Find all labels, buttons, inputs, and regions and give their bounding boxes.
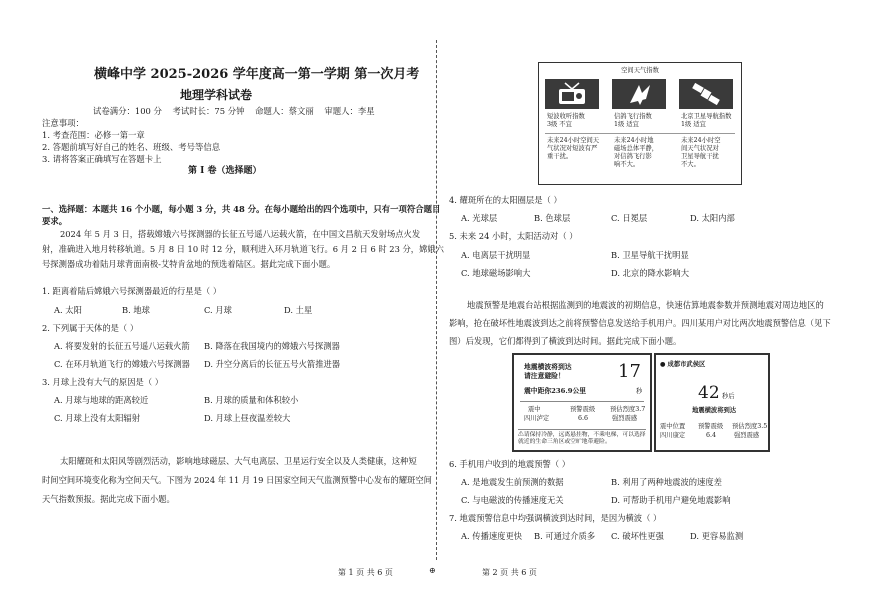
q1-option-a[interactable]: A. 太阳: [54, 305, 82, 315]
passage-1: [42, 227, 444, 272]
page-footer-left: 第 1 页 共 6 页: [338, 568, 393, 577]
warning-icon: ⚠: [518, 432, 524, 438]
q7-option-d[interactable]: D. 更容易监测: [690, 531, 744, 541]
card-pigeon-level: 1级 适宜: [614, 121, 639, 128]
alert1-sub: 请注意避险！: [524, 372, 565, 380]
alert2-col3-value: 强烈震感: [734, 432, 760, 439]
q6-option-b[interactable]: B. 利用了两种地震波的速度差: [611, 477, 722, 487]
alert2-countdown: 42: [698, 383, 720, 403]
q3-option-a[interactable]: A. 月球与地球的距离较近: [54, 395, 149, 405]
q6-option-c[interactable]: C. 与电磁波的传播速度无关: [461, 495, 564, 505]
alert1-col1-label: 震中: [528, 406, 541, 413]
desc-line: 磁场总体平静，: [614, 145, 659, 152]
passage-1-line: 号探测器成功着陆月球背面南极-艾特肯盆地的预选着陆区。据此完成下面小题。: [42, 259, 336, 269]
passage-2-line: 时间空间环境变化称为空间天气。下图为 2024 年 11 月 19 日国家空间天气监测预警中心发布的耀斑空间: [42, 475, 432, 485]
alert2-unit: 秒后: [722, 393, 735, 400]
alert1-distance: 震中距你236.9公里: [524, 387, 587, 395]
alert2-col3-label: 预估烈度3.5: [732, 423, 768, 430]
desc-line: 未来24小时空: [681, 137, 721, 144]
alert1-col2-value: 6.6: [578, 415, 589, 422]
quake-alert-1: [512, 353, 652, 452]
passage-3-line: 地震预警是地震台站根据监测到的地震波的初期信息，快速估算地震参数并预测地震对周边地区的: [467, 300, 824, 310]
q1-option-c[interactable]: C. 月球: [204, 305, 232, 315]
q4-option-a[interactable]: A. 光球层: [461, 213, 498, 223]
card-satellite-name: 北京卫星导航指数: [681, 113, 732, 120]
alert2-location-row: [660, 361, 705, 369]
card-satellite-desc: [681, 137, 721, 169]
desc-line: 卫星导航干扰: [681, 153, 719, 160]
q3-stem: 3. 月球上没有大气的原因是（ ）: [42, 377, 164, 387]
location-pin-icon: ●: [660, 361, 666, 368]
section-text-1: 本题共 16 个小题，每小题 3 分，共 48 分。在每小题给出的四个选项中，只有一项符合题目: [92, 204, 441, 214]
q1-stem: 1. 距离着陆后嫦娥六号探测器最近的行星是（ ）: [42, 286, 222, 296]
alert1-col2-label: 预警震级: [570, 406, 596, 413]
q5-option-a[interactable]: A. 电离层干扰明显: [461, 250, 531, 260]
card-radio-desc: [547, 137, 599, 161]
q7-stem: 7. 地震预警信息中均强调横波到达时间，是因为横波（ ）: [449, 513, 662, 523]
q7-option-a[interactable]: A. 传播速度更快: [461, 531, 523, 541]
alert1-countdown: 17: [618, 361, 641, 382]
section-text-2: 要求。: [42, 216, 68, 226]
passage-2-line: 天气指数预报。据此完成下面小题。: [42, 494, 175, 504]
desc-line: 间天气状况对: [681, 145, 719, 152]
passage-2: [42, 452, 432, 509]
desc-line: 响不大。: [614, 161, 640, 168]
alert2-location: 成都市武侯区: [667, 361, 706, 368]
alert2-sub: 地震横波将到达: [692, 407, 737, 414]
q4-option-c[interactable]: C. 日冕层: [611, 213, 648, 223]
card-radio-name: 短波收听指数: [547, 113, 585, 120]
alert1-col3-label: 预估烈度3.7: [610, 406, 646, 413]
q5-stem: 5. 未来 24 小时，太阳活动对（ ）: [449, 231, 578, 241]
quake-alert-2: [654, 353, 770, 452]
q5-option-b[interactable]: B. 卫星导航干扰明显: [611, 250, 689, 260]
q3-option-b[interactable]: B. 月球的质量和体积较小: [204, 395, 299, 405]
exam-subject: 地理学科试卷: [180, 88, 253, 102]
alert2-col2-label: 预警震级: [698, 423, 724, 430]
alert1-header: 地震横波将到达: [524, 363, 572, 371]
card-pigeon-desc: [614, 137, 658, 169]
section-prefix: 一、选择题：: [42, 204, 93, 214]
satellite-icon: [679, 79, 733, 109]
q2-option-d[interactable]: D. 升空分离后的长征五号火箭推进器: [204, 359, 341, 369]
exam-meta: 试卷满分：100 分 考试时长：75 分钟 命题人：蔡文丽 审题人：李星: [93, 106, 375, 116]
radio-icon: [545, 79, 599, 109]
passage-3-line: 影响，抢在破坏性地震波到达之前将预警信息发送给手机用户。四川某用户对比两次地震预警信息（见下: [449, 318, 831, 328]
passage-3: [449, 296, 849, 350]
alert1-col3-value: 强烈震感: [612, 415, 638, 422]
q4-option-d[interactable]: D. 太阳内部: [690, 213, 735, 223]
page-divider: [436, 40, 437, 560]
pigeon-icon: [612, 79, 666, 109]
alert2-col1-label: 震中位置: [660, 423, 686, 430]
desc-line: 未来24小时空间天: [547, 137, 600, 144]
q6-option-a[interactable]: A. 是地震发生前预测的数据: [461, 477, 564, 487]
alert2-col2-value: 6.4: [706, 432, 717, 439]
passage-1-line: 2024 年 5 月 3 日，搭载嫦娥六号探测器的长征五号遥八运载火箭，在中国文昌航天发射场点火发: [60, 229, 421, 239]
desc-line: 对信鸽飞行影: [614, 153, 652, 160]
notes-title: 注意事项：: [42, 118, 84, 128]
q2-option-c[interactable]: C. 在环月轨道飞行的嫦娥六号探测器: [54, 359, 190, 369]
card-radio-level: 3级 不宜: [547, 121, 572, 128]
desc-line: 不大。: [681, 161, 700, 168]
q1-option-d[interactable]: D. 土星: [284, 305, 313, 315]
card-pigeon: [612, 79, 666, 109]
q1-option-b[interactable]: B. 地球: [122, 305, 150, 315]
q7-option-b[interactable]: B. 可通过介质多: [534, 531, 596, 541]
card-pigeon-name: 信鸽飞行指数: [614, 113, 652, 120]
alert2-col1-value: 四川康定: [660, 432, 686, 439]
q6-stem: 6. 手机用户收到的地震预警（ ）: [449, 459, 571, 469]
passage-3-line: 图）后发现，它们都得到了横波到达时间。据此完成下面小题。: [449, 336, 682, 346]
exam-title: 横峰中学 2025-2026 学年度高一第一学期 第一次月考: [94, 67, 420, 82]
q2-option-a[interactable]: A. 将要发射的长征五号遥八运载火箭: [54, 341, 190, 351]
note-2: 2. 答题前填写好自己的姓名、班级、考号等信息: [42, 142, 221, 152]
page-footer-right: 第 2 页 共 6 页: [482, 568, 537, 577]
desc-line: 重干扰。: [547, 153, 573, 160]
card-satellite: [679, 79, 733, 109]
card-satellite-level: 1级 适宜: [681, 121, 706, 128]
binding-mark-icon: ⊕: [429, 566, 436, 575]
note-1: 1. 考查范围：必修一第一章: [42, 130, 145, 140]
desc-line: 气状况对短波有严: [547, 145, 598, 152]
q7-option-c[interactable]: C. 破坏性更强: [611, 531, 664, 541]
q3-option-d[interactable]: D. 月球上昼夜温差较大: [204, 413, 291, 423]
q4-stem: 4. 耀斑所在的太阳圈层是（ ）: [449, 195, 562, 205]
desc-line: 未来24小时地: [614, 137, 654, 144]
q4-option-b[interactable]: B. 色球层: [534, 213, 571, 223]
alert1-warning: [518, 429, 646, 446]
q2-stem: 2. 下列属于天体的是（ ）: [42, 323, 139, 333]
volume-heading: 第 I 卷（选择题）: [188, 166, 262, 176]
passage-2-line: 太阳耀斑和太阳风等剧烈活动，影响地球磁层、大气电离层、卫星运行安全以及人类健康，这种短: [60, 456, 417, 466]
q5-option-c[interactable]: C. 地球磁场影响大: [461, 268, 531, 278]
space-weather-title: 空间天气指数: [621, 67, 659, 74]
note-3: 3. 请将答案正确填写在答题卡上: [42, 154, 162, 164]
alert1-col1-value: 四川泸定: [524, 415, 550, 422]
passage-1-line: 射，准确进入地月转移轨道。5 月 8 日 10 时 12 分，顺利进入环月轨道飞行。6 月 2 日 6 时 23 分，嫦娥六: [42, 244, 444, 254]
q2-option-b[interactable]: B. 降落在我国境内的嫦娥六号探测器: [204, 341, 340, 351]
alert1-unit: 秒: [636, 388, 643, 395]
alert1-warning-text: 请保持冷静，远离悬挂物，不乘电梯，可以选择就近的生命三角区或空旷地带避险。: [518, 432, 646, 445]
q6-option-d[interactable]: D. 可帮助手机用户避免地震影响: [611, 495, 731, 505]
q3-option-c[interactable]: C. 月球上没有太阳辐射: [54, 413, 140, 423]
space-weather-figure: [538, 62, 742, 185]
q5-option-d[interactable]: D. 北京的降水影响大: [611, 268, 690, 278]
card-radio: [545, 79, 599, 109]
section-heading: [42, 204, 440, 215]
